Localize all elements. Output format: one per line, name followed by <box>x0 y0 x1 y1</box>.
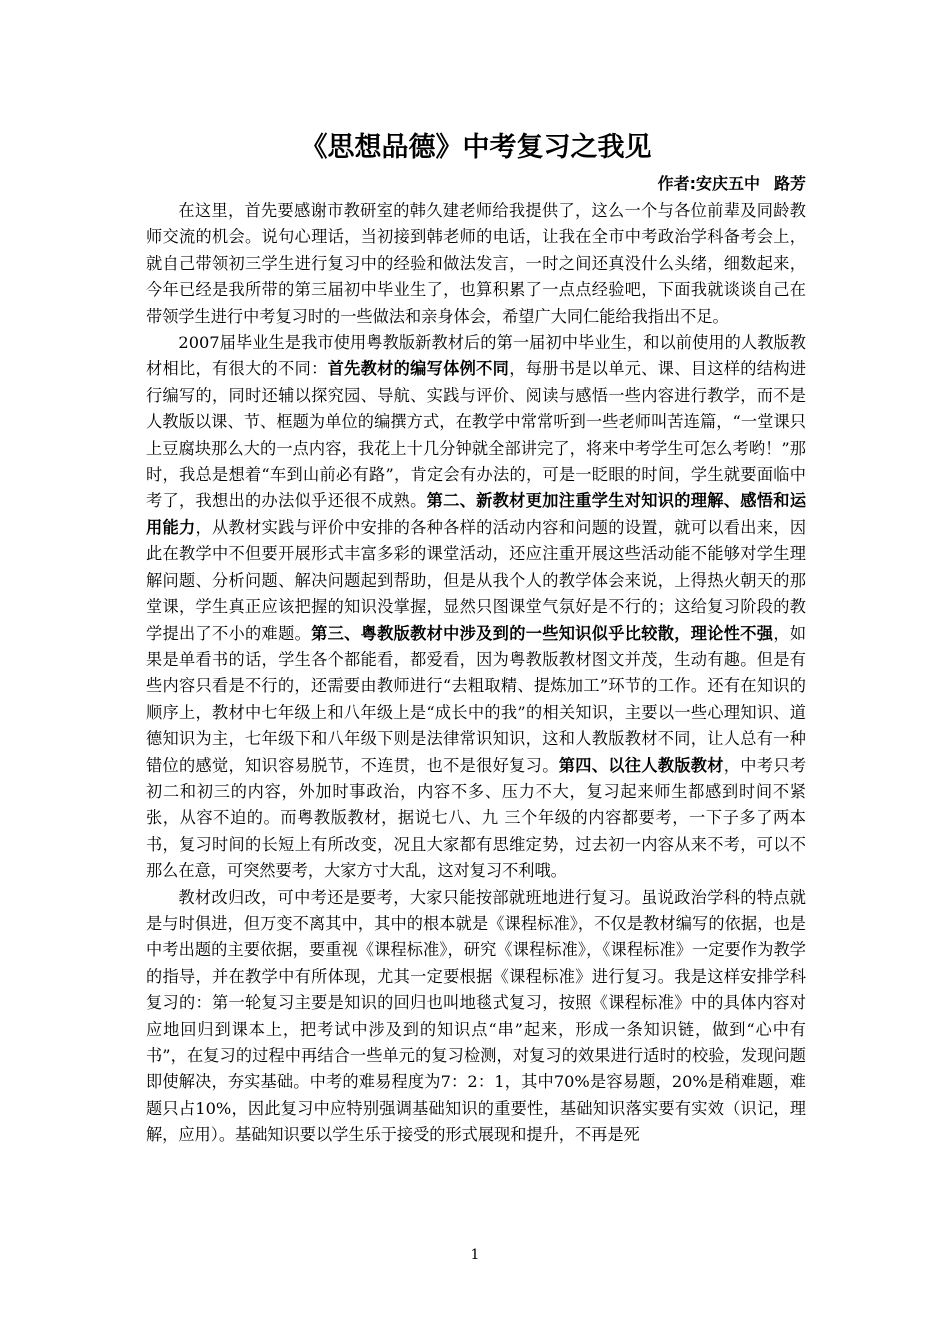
paragraph-2 <box>146 330 806 885</box>
author-name: 路芳 <box>773 174 806 193</box>
author-line <box>146 172 806 196</box>
bold-heading-fourth: 第四、以往人教版教材 <box>558 755 724 775</box>
paragraph-text: ，中考只考初二和初三的内容，外加时事政治，内容不多、压力不大，复习起来师生都感到时间不紧张，从容不迫的。而粤教版教材，据说七八、九 三个年级的内容都要考，一下子多了两本书，复习时间的长短上有所改变，况且大家都有思维定势，过去初一内容从来不考，可以不那么在意，可突然要考，大家方寸大乱，这对复习不利哦。 <box>146 755 807 881</box>
paragraph-3 <box>146 885 806 1149</box>
page-number: 1 <box>470 1247 480 1263</box>
paragraph-text: ，每册书是以单元、课、目这样的结构进行编写的，同时还辅以探究园、导航、实践与评价、阅读与感悟一些内容进行教学，而不是人教版以课、节、框题为单位的编撰方式，在教学中常常听到一些老师叫苦连篇，“一堂课只上豆腐块那么大的一点内容，我花上十几分钟就全部讲完了，将来中考学生可怎么考哟！”那时，我总是想着“车到山前必有路”，肯定会有办法的，可是一眨眼的时间，学生就要面临中考了，我想出的办法似乎还很不成熟。 <box>146 359 807 511</box>
bold-heading-first: 首先教材的编写体例不同 <box>327 359 510 379</box>
paragraph-1 <box>146 198 806 330</box>
document-title: 《思想品德》中考复习之我见 <box>300 132 652 163</box>
author-affiliation: 作者:安庆五中 <box>657 174 760 193</box>
bold-heading-second: 第二、新教材更加注重学生对知识的理解、感悟和运用能力 <box>146 491 807 537</box>
bold-heading-third: 第三、粤教版教材中涉及到的一些知识似乎比较散，理论性不强 <box>311 623 774 643</box>
paragraph-text: 2007届毕业生是我市使用粤教版新教材后的第一届初中毕业生，和以前使用的人教版教材相比，有很大的不同： <box>146 333 806 379</box>
paragraph-text: ，如果是单看书的话，学生各个都能看，都爱看，因为粤教版教材图文并茂，生动有趣。但是有些内容只看是不行的，还需要由教师进行“去粗取精、提炼加工”环节的工作。还有在知识的顺序上，教材中七年级上和八年级上是“成长中的我”的相关知识，主要以一些心理知识、道德知识为主，七年级下和八年级下则是法律常识知识，这和人教版教材不同，让人总有一种错位的感觉，知识容易脱节，不连贯，也不是很好复习。 <box>146 623 807 775</box>
document-body <box>146 128 806 1149</box>
paragraph-text: 教材改归改，可中考还是要考，大家只能按部就班地进行复习。虽说政治学科的特点就是与时俱进，但万变不离其中，其中的根本就是《课程标准》，不仅是教材编写的依据，也是中考出题的主要依据，要重视《课程标准》，研究《课程标准》，《课程标准》一定要作为教学的指导，并在教学中有所体现，尤其一定要根据《课程标准》进行复习。我是这样安排学科复习的：第一轮复习主要是知识的回归也叫地毯式复习，按照《课程标准》中的具体内容对应地回归到课本上，把考试中涉及到的知识点“串”起来，形成一条知识链，做到“心中有书”，在复习的过程中再结合一些单元的复习检测，对复习的效果进行适时的校验，发现问题即使解决，夯实基础。中考的难易程度为7：2：1，其中70%是容易题，20%是稍难题，难题只占10%，因此复习中应特别强调基础知识的重要性，基础知识落实要有实效（识记，理解，应用）。基础知识要以学生乐于接受的形式展现和提升，不再是死 <box>146 887 806 1145</box>
paragraph-text: ，从教材实践与评价中安排的各种各样的活动内容和问题的设置，就可以看出来，因此在教学中不但要开展形式丰富多彩的课堂活动，还应注重开展这些活动能不能够对学生理解问题、分析问题、解决问题起到帮助，但是从我个人的教学体会来说，上得热火朝天的那堂课，学生真正应该把握的知识没掌握，显然只图课堂气氛好是不行的；这给复习阶段的教学提出了不小的难题。 <box>146 517 807 643</box>
paragraph-text: 在这里，首先要感谢市教研室的韩久建老师给我提供了，这么一个与各位前辈及同龄教师交流的机会。说句心理话，当初接到韩老师的电话，让我在全市中考政治学科备考会上，就自己带领初三学生进行复习中的经验和做法发言，一时之间还真没什么头绪，细数起来，今年已经是我所带的第三届初中毕业生了，也算积累了一点点经验吧，下面我就谈谈自己在带领学生进行中考复习时的一些做法和亲身体会，希望广大同仁能给我指出不足。 <box>146 201 806 326</box>
